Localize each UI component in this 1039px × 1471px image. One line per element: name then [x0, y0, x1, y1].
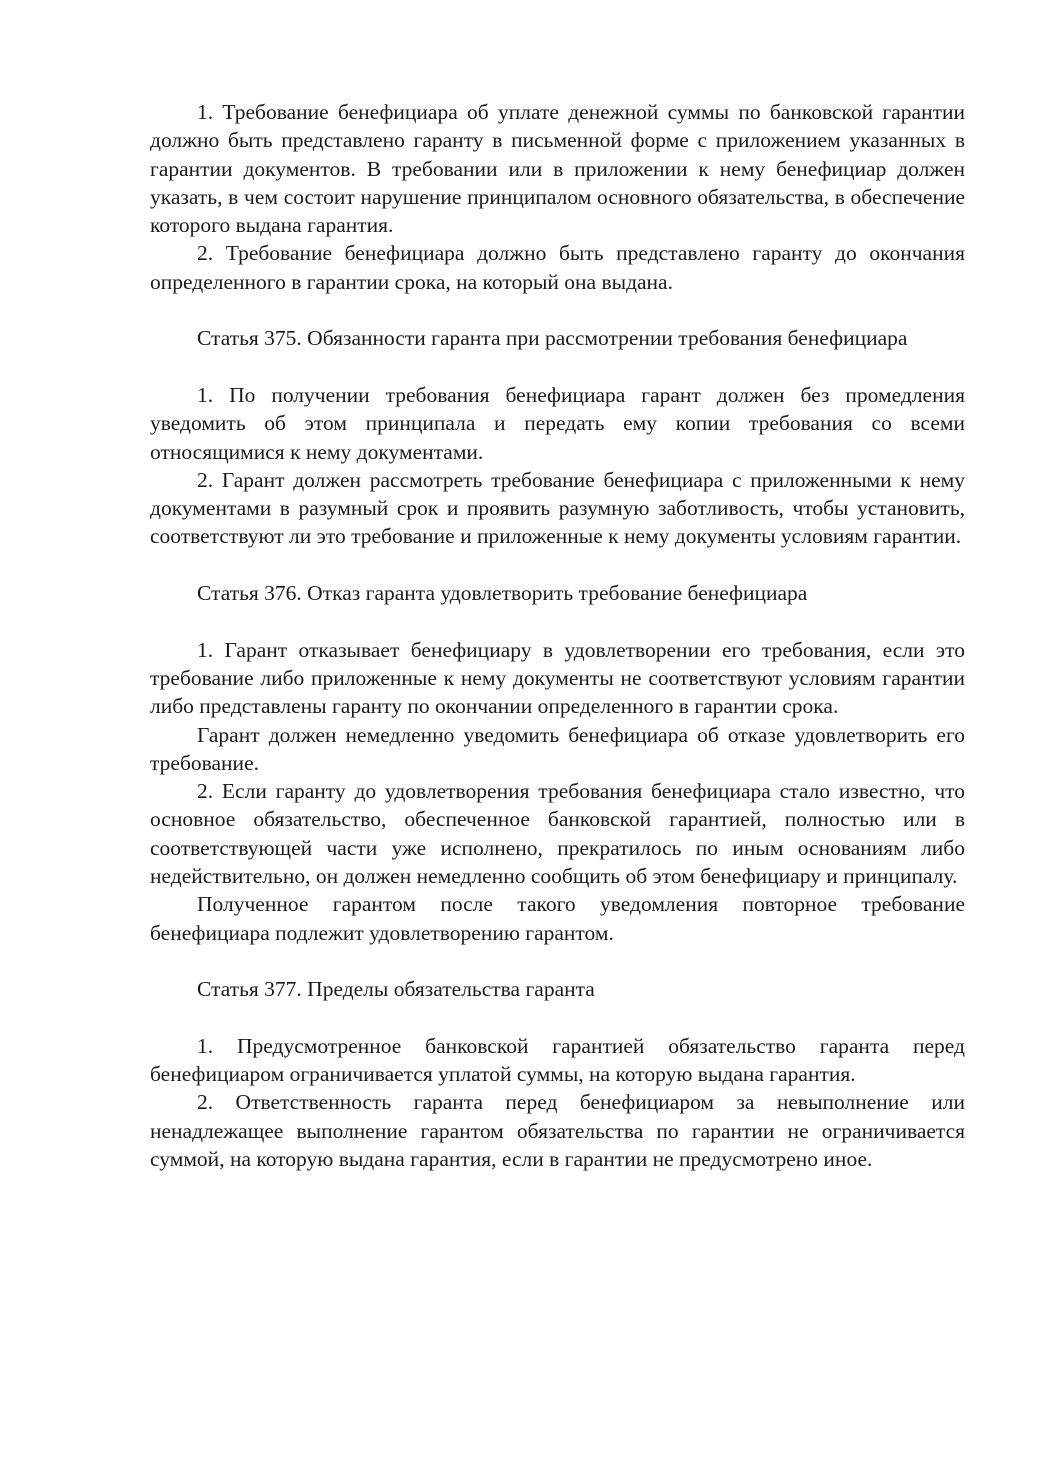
article-heading: Статья 377. Пределы обязательства гаранта	[197, 977, 595, 1002]
paragraph: 2. Гарант должен рассмотреть требование бенефициара с приложенными к нему документами в разумный срок и проявить разумную заботливость, чтобы установить, соответствуют ли это требование и приложенные к нему документы условиям гарантии.	[150, 467, 965, 549]
article-heading: Статья 376. Отказ гаранта удовлетворить требование бенефициара	[197, 581, 808, 606]
document-page	[150, 98, 965, 1173]
paragraph: Гарант должен немедленно уведомить бенефициара об отказе удовлетворить его требование.	[150, 722, 965, 775]
article-heading: Статья 375. Обязанности гаранта при рассмотрении требования бенефициара	[197, 326, 908, 351]
paragraph: 1. По получении требования бенефициара гарант должен без промедления уведомить об этом принципала и передать ему копии требования со всеми относящимися к нему документами.	[150, 382, 965, 464]
paragraph: 1. Гарант отказывает бенефициару в удовлетворении его требования, если это требование либо приложенные к нему документы не соответствуют условиям гарантии либо представлены гаранту по окончании определенного в гарантии срока.	[150, 637, 965, 719]
paragraph: 2. Требование бенефициара должно быть представлено гаранту до окончания определенного в гарантии срока, на который она выдана.	[150, 241, 965, 294]
paragraph: 1. Предусмотренное банковской гарантией обязательство гаранта перед бенефициаром ограничивается уплатой суммы, на которую выдана гарантия.	[150, 1033, 965, 1087]
paragraph: 1. Требование бенефициара об уплате денежной суммы по банковской гарантии должно быть представлено гаранту в письменной форме с приложением указанных в гарантии документов. В требовании или в приложении к нему бенефициар должен указать, в чем состоит нарушение принципалом основного обязательства, в обеспечение которого выдана гарантия.	[150, 100, 965, 238]
paragraph: 2. Если гаранту до удовлетворения требования бенефициара стало известно, что основное обязательство, обеспеченное банковской гарантией, полностью или в соответствующей части уже исполнено, прекратилось по иным основаниям либо недействительно, он должен немедленно сообщить об этом бенефициару и принципалу.	[150, 779, 965, 889]
paragraph: Полученное гарантом после такого уведомления повторное требование бенефициара подлежит удовлетворению гарантом.	[150, 892, 965, 945]
paragraph: 2. Ответственность гаранта перед бенефициаром за невыполнение или ненадлежащее выполнение гарантом обязательства по гарантии не ограничивается суммой, на которую выдана гарантия, если в гарантии не предусмотрено иное.	[150, 1090, 965, 1171]
